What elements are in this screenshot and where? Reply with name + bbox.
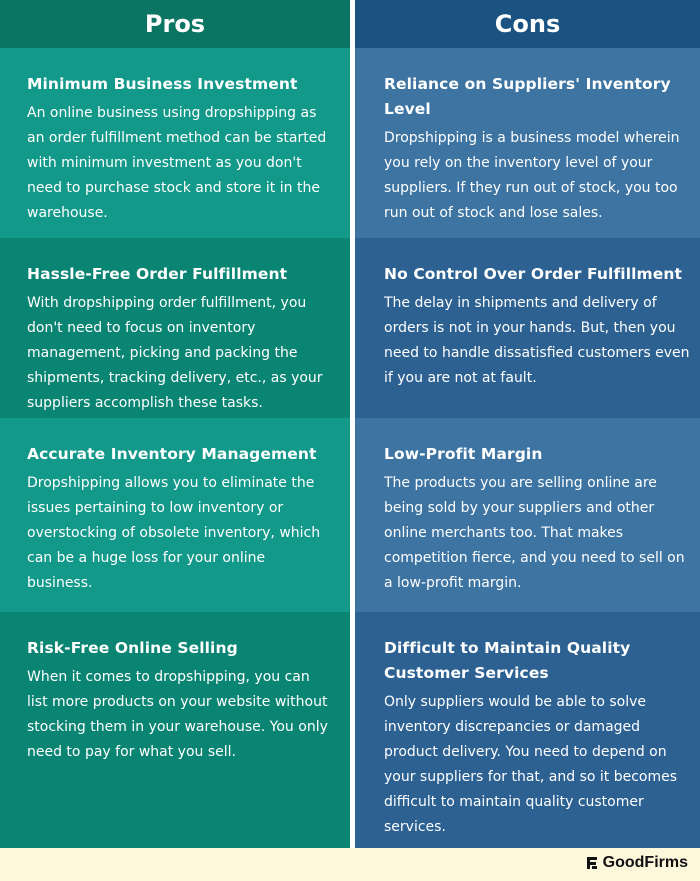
pros-item-text: With dropshipping order fulfillment, you don't need to focus on inventory management, picking and packing the shipments, tracking delivery, etc., as your suppliers accomplish these tasks. [27,295,323,411]
cons-item-text: The delay in shipments and delivery of orders is not in your hands. But, then you need to handle dissatisfied customers even if you are not at fault. [384,295,690,386]
pros-item-text: Dropshipping allows you to eliminate the issues pertaining to low inventory or overstocking of obsolete inventory, which can be a huge loss for your online business. [27,475,321,591]
cons-item [355,418,700,612]
pros-item-text: An online business using dropshipping as an order fulfillment method can be started with minimum investment as you don't need to purchase stock and store it in the warehouse. [27,105,327,221]
pros-item [0,418,350,612]
cons-item [355,48,700,238]
cons-item-title: Difficult to Maintain Quality Customer Services [384,639,631,682]
cons-item-text: Only suppliers would be able to solve inventory discrepancies or damaged product delivery. You need to depend on your suppliers for that, and so it becomes difficult to maintain quality customer services. [384,694,678,835]
goodfirms-logo [585,854,688,872]
cons-item [355,238,700,418]
goodfirms-logo-icon [585,856,599,870]
cons-item-text: Dropshipping is a business model wherein you rely on the inventory level of your suppliers. If they run out of stock, you too run out of stock and lose sales. [384,130,680,221]
pros-heading: Pros [0,0,350,48]
goodfirms-brand: GoodFirms [602,854,688,871]
pros-item-title: Risk-Free Online Selling [27,639,238,657]
cons-item-title: Low-Profit Margin [384,445,543,463]
pros-item-title: Minimum Business Investment [27,75,298,93]
cons-column [355,0,700,848]
pros-item [0,612,350,848]
pros-item [0,48,350,238]
footer [0,848,700,881]
pros-item-text: When it comes to dropshipping, you can list more products on your website without stocking them in your warehouse. You only need to pay for what you sell. [27,669,328,760]
cons-item-title: Reliance on Suppliers' Inventory Level [384,75,671,118]
cons-item-text: The products you are selling online are being sold by your suppliers and other online merchants too. That makes competition fierce, and you need to sell on a low-profit margin. [384,475,685,591]
pros-item [0,238,350,418]
cons-item [355,612,700,848]
pros-column [0,0,350,848]
pros-item-title: Accurate Inventory Management [27,445,317,463]
pros-item-title: Hassle-Free Order Fulfillment [27,265,288,283]
cons-item-title: No Control Over Order Fulfillment [384,265,683,283]
cons-heading: Cons [355,0,700,48]
